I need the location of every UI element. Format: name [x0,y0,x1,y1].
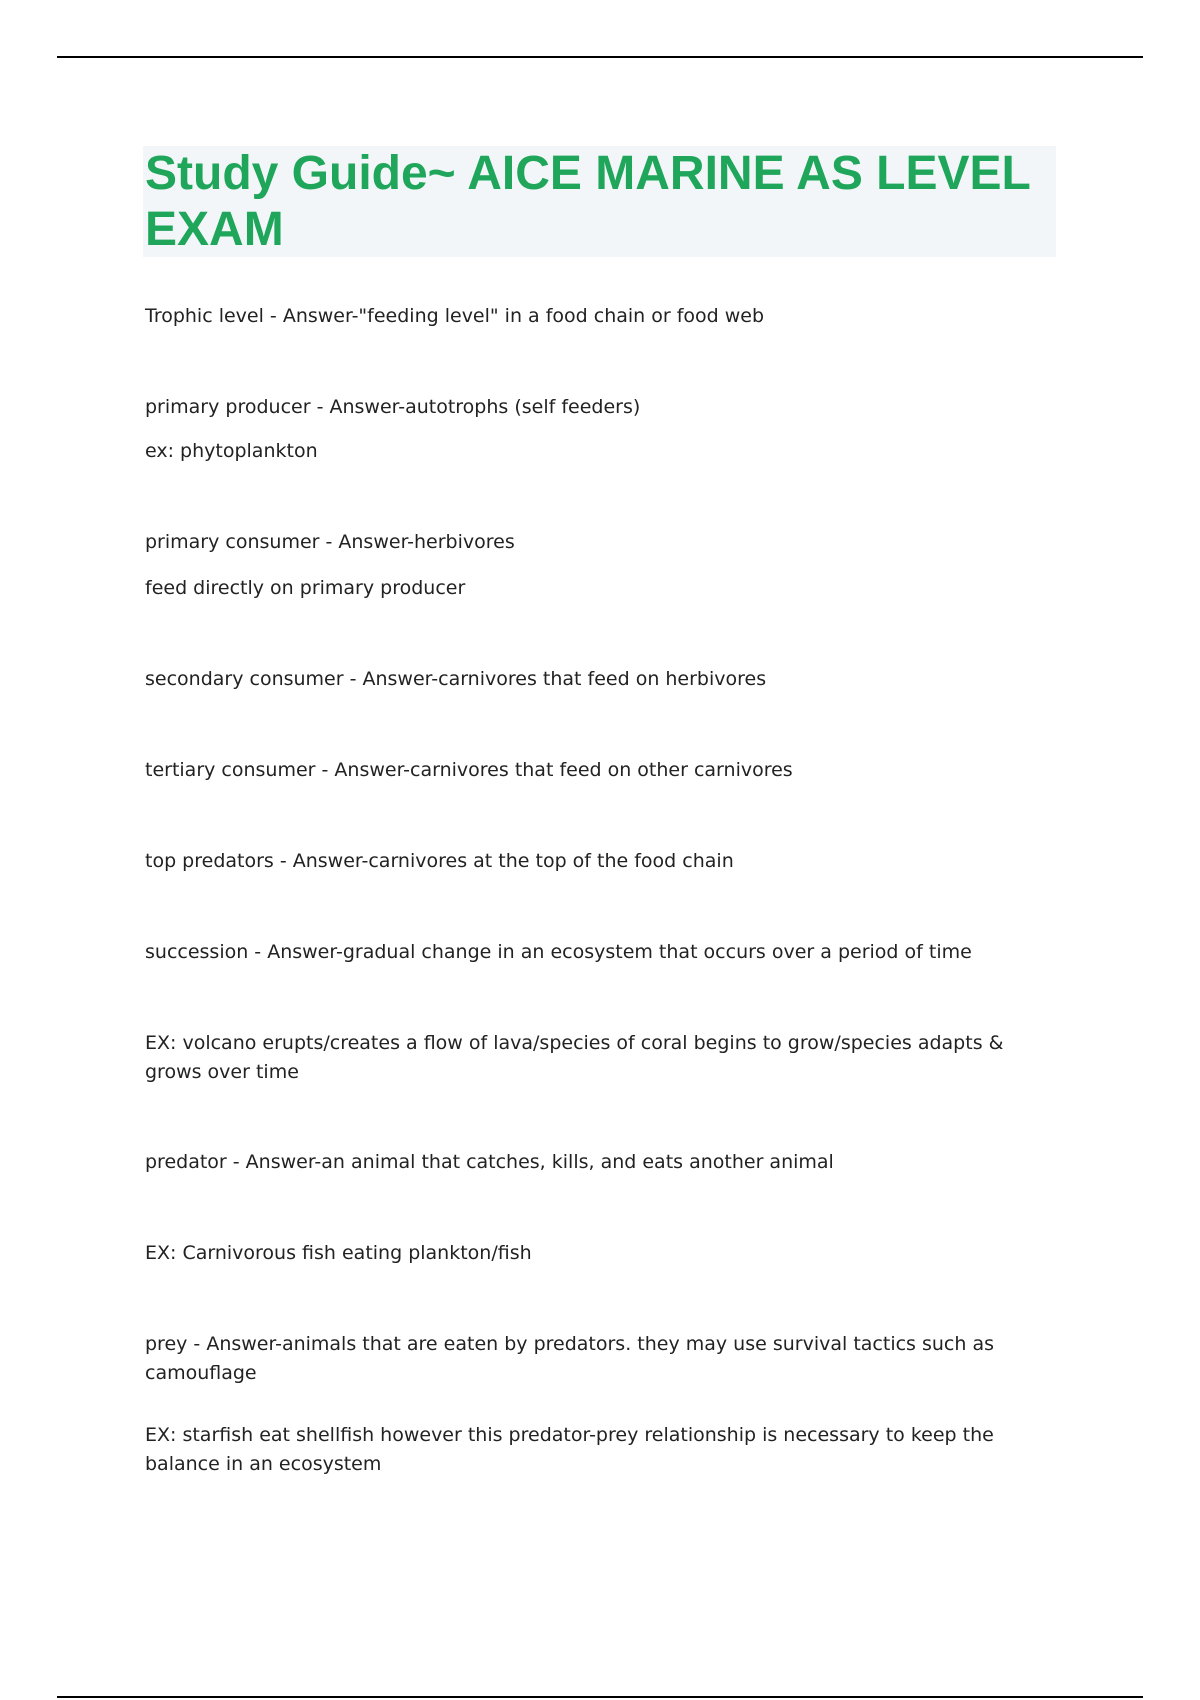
entry-primary-consumer: primary consumer - Answer-herbivores [145,531,515,553]
entry-tertiary-consumer: tertiary consumer - Answer-carnivores that feed on other carnivores [145,759,793,781]
title-block [143,146,1056,257]
footer-rule [57,1696,1143,1698]
entry-primary-producer: primary producer - Answer-autotrophs (self feeders) [145,396,641,418]
entry-succession-example: EX: volcano erupts/creates a flow of lava/species of coral begins to grow/species adapts & grows over time [145,1032,1004,1083]
entry-prey-example: EX: starfish eat shellfish however this predator-prey relationship is necessary to keep the balance in an ecosystem [145,1424,994,1475]
entry-secondary-consumer: secondary consumer - Answer-carnivores that feed on herbivores [145,668,767,690]
entry-top-predators: top predators - Answer-carnivores at the top of the food chain [145,850,734,872]
entry-succession: succession - Answer-gradual change in an ecosystem that occurs over a period of time [145,941,972,963]
page-title: Study Guide~ AICE MARINE AS LEVEL EXAM [145,147,1030,256]
entry-predator: predator - Answer-an animal that catches, kills, and eats another animal [145,1151,834,1173]
entry-trophic-level: Trophic level - Answer-"feeding level" in a food chain or food web [145,305,765,327]
entry-predator-example: EX: Carnivorous fish eating plankton/fish [145,1242,532,1264]
entry-primary-consumer-detail: feed directly on primary producer [145,577,466,599]
entry-prey: prey - Answer-animals that are eaten by predators. they may use survival tactics such as camouflage [145,1333,994,1384]
header-rule [57,56,1143,58]
entry-primary-producer-example: ex: phytoplankton [145,440,318,462]
